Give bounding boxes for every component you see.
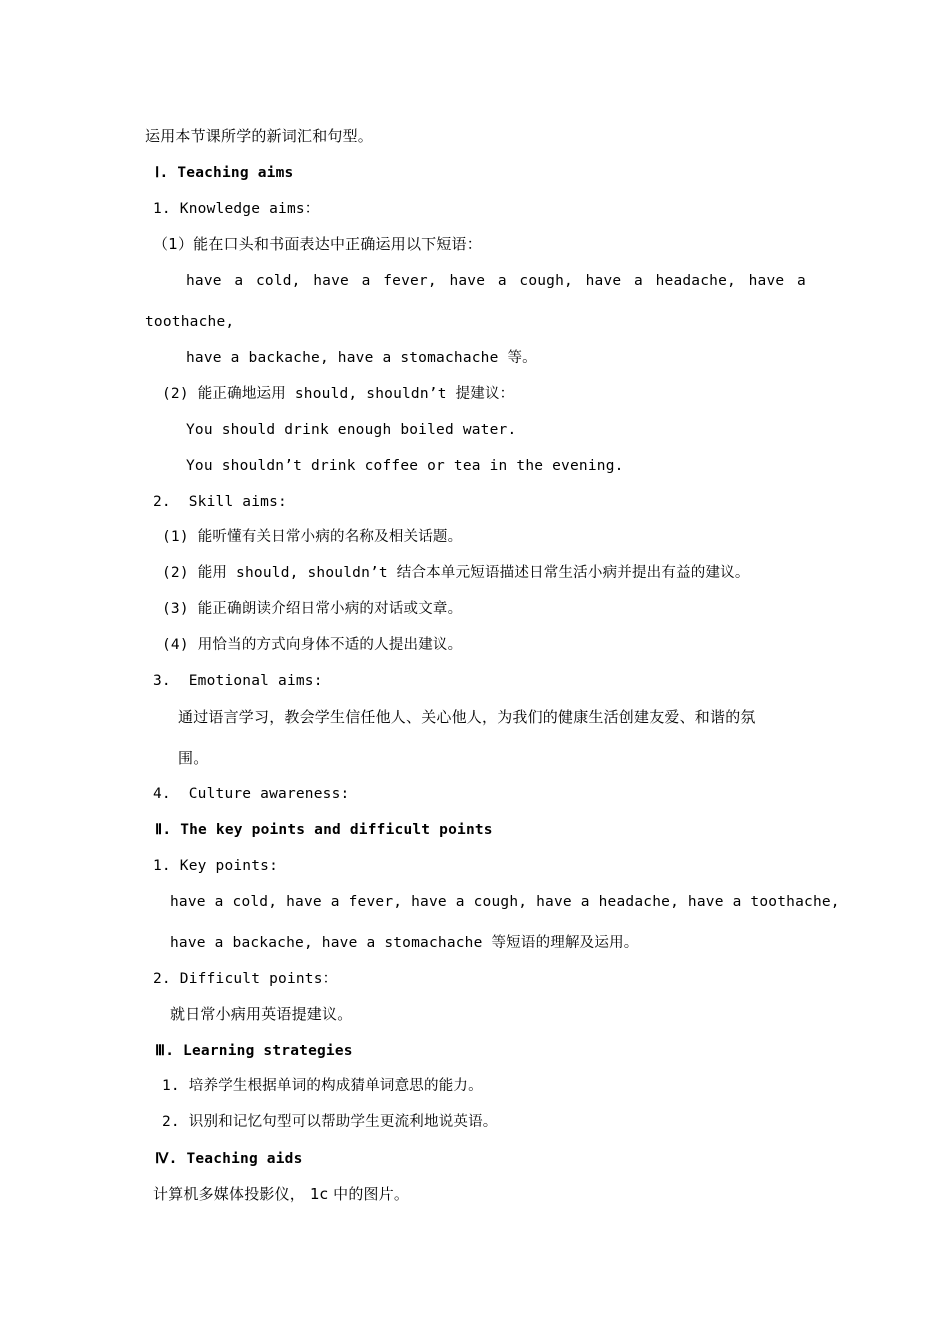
knowledge-aims-label: 1. Knowledge aims： (153, 201, 320, 217)
phrase-word: have (585, 273, 622, 289)
skill-item-2: (2) 能用 should, shouldn’t 结合本单元短语描述日常生活小病并提出有益的建议。 (162, 565, 750, 581)
phrases-line-3: have a backache, have a stomachache 等。 (186, 350, 537, 366)
phrases-line-1 (186, 271, 806, 291)
phrase-word: cough, (519, 273, 573, 289)
phrase-word: a (796, 273, 806, 289)
phrase-word: have (313, 273, 349, 289)
teaching-aids-text: 计算机多媒体投影仪， 1c 中的图片。 (153, 1185, 410, 1203)
skill-item-3: (3) 能正确朗读介绍日常小病的对话或文章。 (162, 601, 463, 617)
emotional-aims-label: 3. Emotional aims: (153, 673, 323, 689)
phrase-word: cold, (255, 273, 301, 289)
knowledge-item2-label: (2) 能正确地运用 should, shouldn’t 提建议： (162, 386, 515, 402)
phrase-word: have (449, 273, 486, 289)
skill-item-1: (1) 能听懂有关日常小病的名称及相关话题。 (162, 529, 463, 545)
emotional-aims-text-1: 通过语言学习，教会学生信任他人、关心他人，为我们的健康生活创建友爱、和谐的氛 (178, 708, 756, 726)
intro-text: 运用本节课所学的新词汇和句型。 (145, 127, 374, 145)
difficult-points-label: 2. Difficult points： (153, 971, 338, 987)
skill-item-4: (4) 用恰当的方式向身体不适的人提出建议。 (162, 637, 463, 653)
key-points-label: 1. Key points: (153, 858, 279, 874)
skill-aims-label: 2. Skill aims: (153, 494, 287, 510)
emotional-aims-text-2: 围。 (178, 749, 209, 767)
phrase-word: a (234, 273, 244, 289)
phrase-word: fever, (383, 273, 437, 289)
phrase-word: have (186, 273, 222, 289)
strategy-item-1: 1. 培养学生根据单词的构成猜单词意思的能力。 (162, 1078, 483, 1094)
section3-heading: Ⅲ. Learning strategies (155, 1043, 353, 1059)
phrase-word: headache, (655, 273, 736, 289)
phrases-line-2: toothache, (145, 314, 235, 330)
section2-heading: Ⅱ. The key points and difficult points (155, 822, 493, 838)
phrase-word: a (361, 273, 371, 289)
section1-heading: Ⅰ. Teaching aims (155, 165, 294, 181)
key-points-line-1: have a cold, have a fever, have a cough, have a headache, have a toothache, (170, 894, 840, 910)
difficult-points-text: 就日常小病用英语提建议。 (170, 1005, 353, 1023)
key-points-line-2: have a backache, have a stomachache 等短语的理解及运用。 (170, 935, 639, 951)
section4-heading: Ⅳ. Teaching aids (155, 1151, 303, 1167)
example-sentence-1: You should drink enough boiled water. (186, 422, 517, 438)
example-sentence-2: You shouldn’t drink coffee or tea in the evening. (186, 458, 624, 474)
phrase-word: have (748, 273, 785, 289)
knowledge-item1-label: （1）能在口头和书面表达中正确运用以下短语： (153, 235, 482, 253)
phrase-word: a (634, 273, 643, 289)
strategy-item-2: 2. 识别和记忆句型可以帮助学生更流利地说英语。 (162, 1114, 498, 1130)
phrase-word: a (497, 273, 507, 289)
culture-awareness-label: 4. Culture awareness: (153, 786, 350, 802)
